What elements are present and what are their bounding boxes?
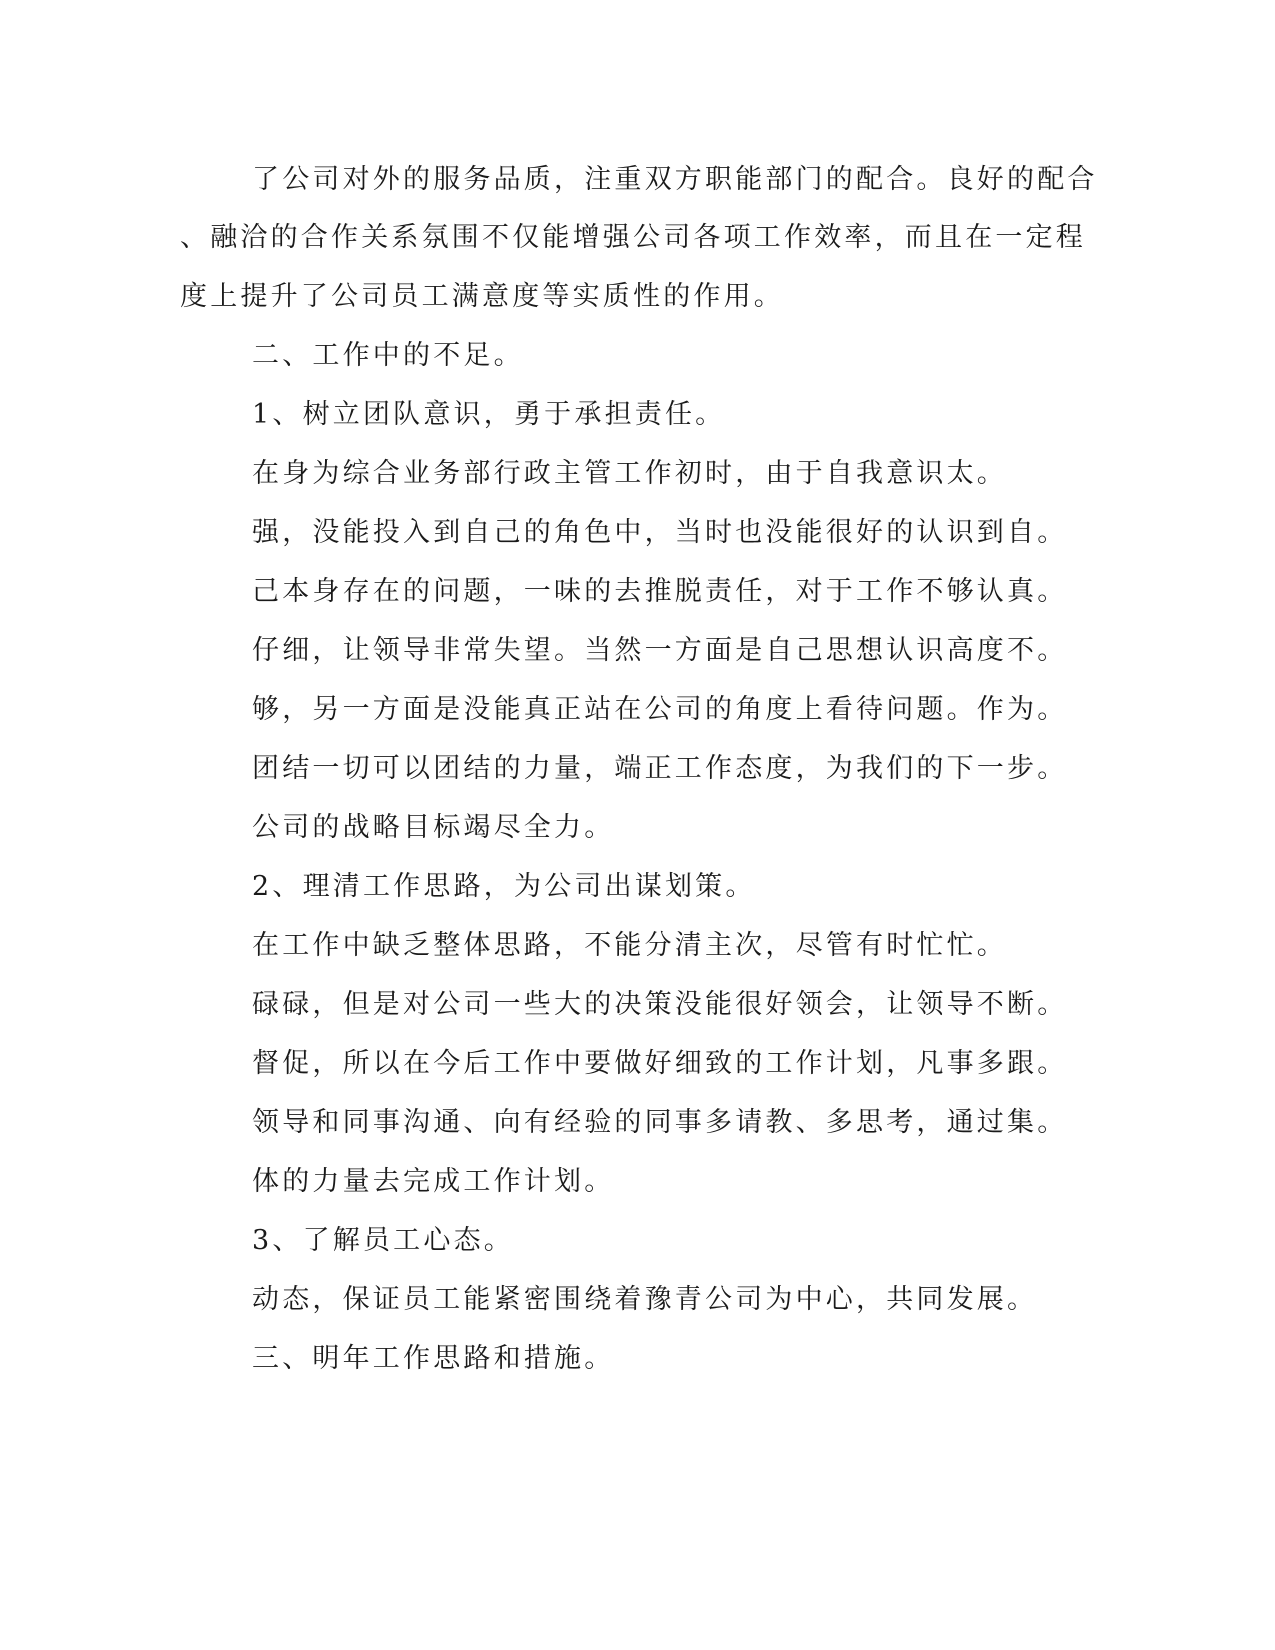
paragraph-line: 度上提升了公司员工满意度等实质性的作用。 bbox=[180, 281, 784, 312]
paragraph-line: 己本身存在的问题，一味的去推脱责任，对于工作不够认真。 bbox=[252, 576, 1068, 607]
paragraph-line: 领导和同事沟通、向有经验的同事多请教、多思考，通过集。 bbox=[252, 1107, 1068, 1138]
paragraph-line: 够，另一方面是没能真正站在公司的角度上看待问题。作为。 bbox=[252, 694, 1068, 725]
paragraph-line: 体的力量去完成工作计划。 bbox=[252, 1166, 615, 1197]
paragraph-line: 团结一切可以团结的力量，端正工作态度，为我们的下一步。 bbox=[252, 753, 1068, 784]
paragraph-line: 督促，所以在今后工作中要做好细致的工作计划，凡事多跟。 bbox=[252, 1048, 1068, 1079]
paragraph-line: 动态，保证员工能紧密围绕着豫青公司为中心，共同发展。 bbox=[252, 1284, 1038, 1315]
paragraph-line: 在身为综合业务部行政主管工作初时，由于自我意识太。 bbox=[252, 458, 1007, 489]
paragraph-line: 碌碌，但是对公司一些大的决策没能很好领会，让领导不断。 bbox=[252, 989, 1068, 1020]
paragraph-line: 了公司对外的服务品质，注重双方职能部门的配合。良好的配合 bbox=[252, 164, 1098, 195]
section-heading: 二、工作中的不足。 bbox=[252, 340, 524, 371]
paragraph-line: 公司的战略目标竭尽全力。 bbox=[252, 812, 615, 843]
subsection-heading: 1、树立团队意识，勇于承担责任。 bbox=[252, 399, 726, 430]
subsection-heading: 2、理清工作思路，为公司出谋划策。 bbox=[252, 871, 756, 902]
paragraph-line: 强，没能投入到自己的角色中，当时也没能很好的认识到自。 bbox=[252, 517, 1068, 548]
paragraph-line: 仔细，让领导非常失望。当然一方面是自己思想认识高度不。 bbox=[252, 635, 1068, 666]
section-heading: 三、明年工作思路和措施。 bbox=[252, 1343, 615, 1374]
subsection-heading: 3、了解员工心态。 bbox=[252, 1225, 514, 1256]
paragraph-line: 、融洽的合作关系氛围不仅能增强公司各项工作效率，而且在一定程 bbox=[180, 222, 1086, 253]
paragraph-line: 在工作中缺乏整体思路，不能分清主次，尽管有时忙忙。 bbox=[252, 930, 1007, 961]
